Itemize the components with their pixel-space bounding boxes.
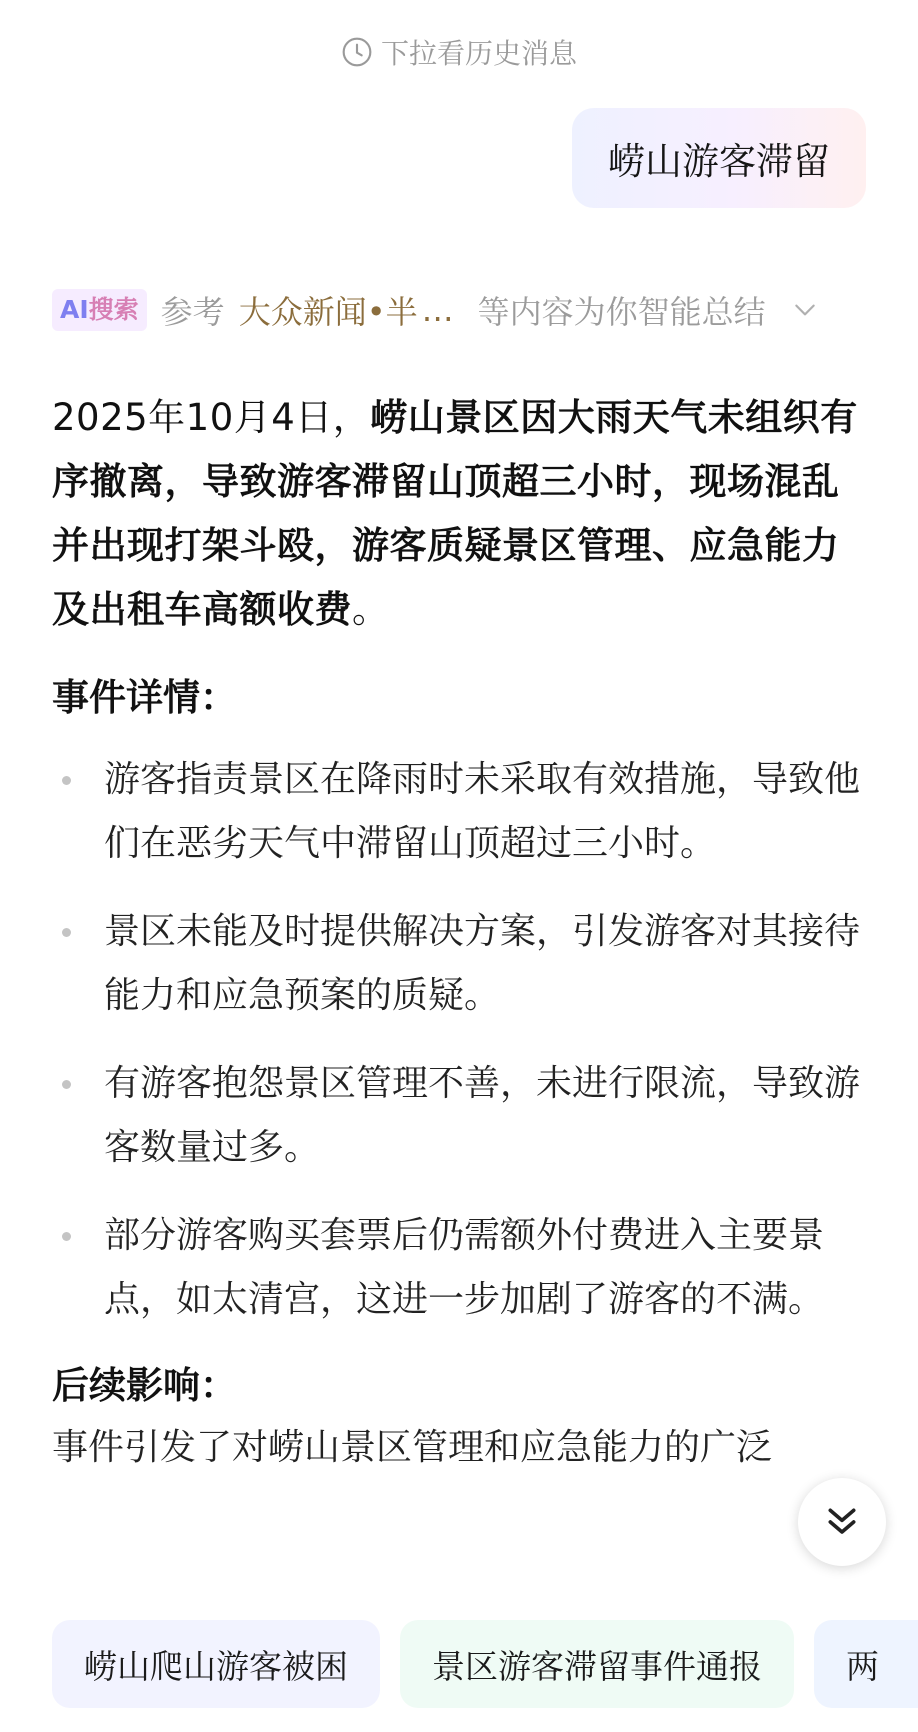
suggestion-chips bbox=[52, 1620, 918, 1708]
impact-heading: 后续影响： bbox=[52, 1364, 237, 1407]
ai-sources-row[interactable] bbox=[52, 286, 866, 334]
suggestion-chip[interactable]: 景区游客滞留事件通报 bbox=[400, 1620, 794, 1708]
ai-badge-ai: AI bbox=[60, 295, 89, 324]
content-fade bbox=[0, 1550, 918, 1610]
suggestion-chip[interactable]: 崂山爬山游客被困 bbox=[52, 1620, 380, 1708]
ai-badge-search: 搜索 bbox=[88, 295, 139, 324]
ai-sources-prefix: 参考 bbox=[160, 293, 225, 331]
ai-search-badge bbox=[52, 289, 147, 331]
ai-sources-suffix: 等内容为你智能总结 bbox=[477, 293, 766, 331]
summary-end: 。 bbox=[352, 588, 390, 631]
answer-summary bbox=[52, 386, 872, 642]
list-item-text: 部分游客购买套票后仍需额外付费进入主要景点，如太清宫，这进一步加剧了游客的不满。 bbox=[104, 1215, 825, 1320]
bullet-dot bbox=[62, 1232, 71, 1241]
user-message-text: 崂山游客滞留 bbox=[608, 140, 830, 183]
history-hint[interactable] bbox=[0, 30, 918, 74]
summary-highlight: 崂山景区因大雨天气未组织有序撤离，导致游客滞留山顶超三小时，现场混乱并出现打架斗殴，游客质疑景区管理、应急能力及出租车高额收费 bbox=[52, 396, 858, 631]
ai-answer bbox=[52, 386, 872, 1476]
bullet-dot bbox=[62, 776, 71, 785]
details-heading: 事件详情： bbox=[52, 676, 237, 719]
ai-source-link[interactable]: 大众新闻•半 bbox=[238, 293, 418, 331]
ai-source-ellipsis: … bbox=[421, 291, 454, 329]
suggestion-chip[interactable]: 两 bbox=[814, 1620, 918, 1708]
details-list bbox=[52, 748, 872, 1332]
list-item bbox=[52, 1052, 894, 1180]
scroll-to-bottom-button[interactable] bbox=[798, 1478, 886, 1566]
list-item bbox=[52, 748, 894, 876]
summary-date: 2025年10月4日， bbox=[52, 396, 371, 439]
impact-text: 事件引发了对崂山景区管理和应急能力的广泛 bbox=[52, 1427, 773, 1468]
double-chevron-down-icon bbox=[822, 1502, 862, 1542]
bullet-dot bbox=[62, 1080, 71, 1089]
user-message-bubble[interactable] bbox=[572, 108, 866, 208]
history-hint-label: 下拉看历史消息 bbox=[380, 37, 577, 70]
list-item-text: 游客指责景区在降雨时未采取有效措施，导致他们在恶劣天气中滞留山顶超过三小时。 bbox=[104, 759, 861, 864]
chevron-down-icon[interactable] bbox=[792, 297, 818, 323]
clock-icon bbox=[341, 36, 373, 68]
list-item-text: 景区未能及时提供解决方案，引发游客对其接待能力和应急预案的质疑。 bbox=[104, 911, 861, 1016]
list-item-text: 有游客抱怨景区管理不善，未进行限流，导致游客数量过多。 bbox=[104, 1063, 861, 1168]
list-item bbox=[52, 900, 894, 1028]
bullet-dot bbox=[62, 928, 71, 937]
list-item bbox=[52, 1204, 894, 1332]
